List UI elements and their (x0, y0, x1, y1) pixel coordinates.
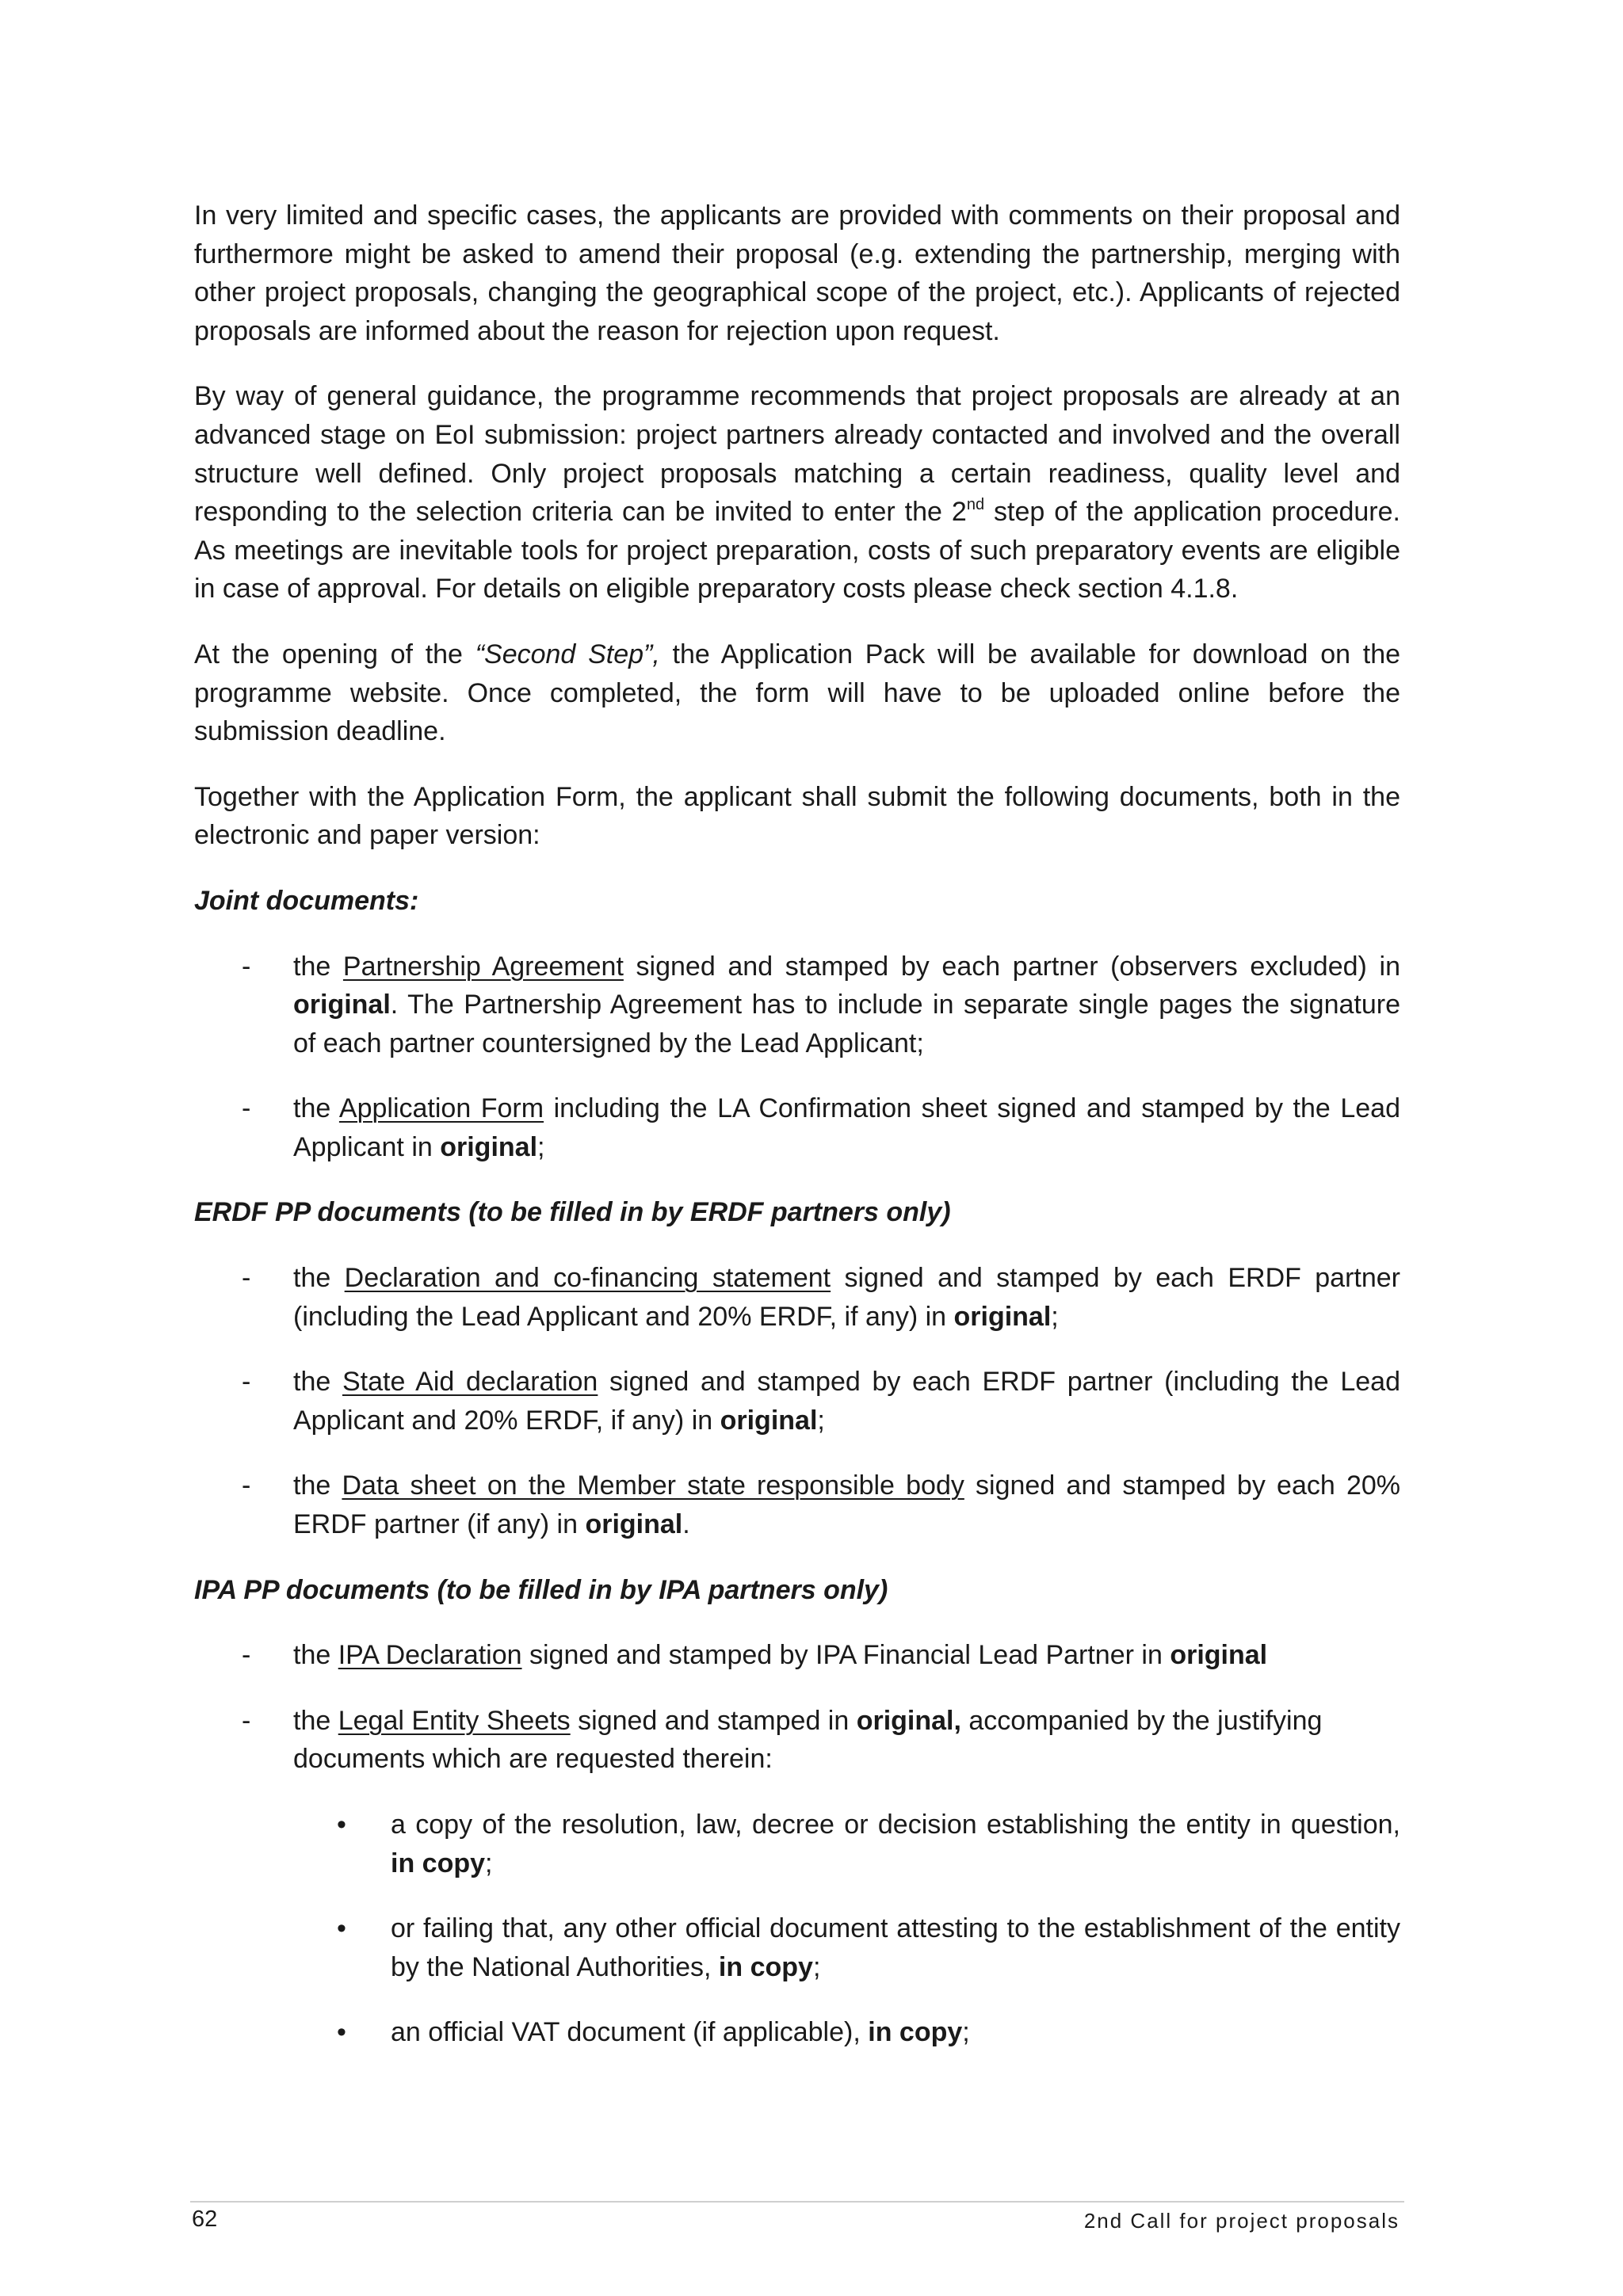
item-emphasis: original (440, 1131, 538, 1162)
list-item-legal-entity-sheets (194, 1702, 1400, 1779)
footer-document-title: 2nd Call for project proposals (1083, 2209, 1400, 2233)
item-text: the (293, 1367, 342, 1398)
sub-item-vat-document (194, 2013, 1400, 2052)
guidance-text-a: By way of general guidance, the programme recommends that project proposals are already at an advanced stage on EoI submission: project partners already contacted and involved and the overall structure well defined. Only project proposals matching a certain readiness, quality level and responding to the selection criteria can be invited to enter the 2 (194, 381, 1400, 528)
item-text: including the LA Confirmation sheet signed and stamped by the Lead Applicant in (293, 1093, 1400, 1162)
dash-marker: - (242, 1263, 251, 1294)
ordinal-suffix: nd (966, 496, 985, 514)
paragraph-comments: In very limited and specific cases, the applicants are provided with comments on their proposal and furthermore might be asked to amend their proposal (e.g. extending the partnership, merging with other project proposals, changing the geographical scope of the project, etc.). Applicants of rejected proposals are informed about the reason for rejection upon request. (194, 200, 1400, 346)
item-text: the (293, 1705, 338, 1736)
dash-marker: - (242, 1093, 251, 1124)
item-text: an official VAT document (if applicable), (391, 2017, 869, 2048)
second-step-text-a: At the opening of the (194, 639, 475, 669)
item-text: the (293, 1093, 339, 1124)
item-text: accompanied by the justifying documents which are requested therein: (293, 1705, 1323, 1775)
document-link-declaration-cofinancing: Declaration and co-financing statement (344, 1263, 831, 1294)
dash-marker: - (242, 1470, 251, 1501)
sub-item-official-document (194, 1909, 1400, 1986)
bullet-marker: • (337, 1810, 346, 1840)
item-text: the (293, 1640, 338, 1671)
item-text: ; (537, 1131, 545, 1162)
item-text: . (682, 1509, 690, 1540)
paragraph-second-step (194, 635, 1400, 751)
list-item-partnership-agreement (194, 948, 1400, 1063)
document-link-state-aid-declaration: State Aid declaration (342, 1367, 598, 1398)
guidance-text-b: step of the application procedure. As meetings are inevitable tools for project preparation, costs of such preparatory events are eligible in case of approval. For details on eligible preparatory costs please check section 4.1.8. (194, 497, 1400, 605)
dash-marker: - (242, 951, 251, 982)
paragraph-documents-intro: Together with the Application Form, the applicant shall submit the following documents, both in the electronic and paper version: (194, 781, 1400, 851)
bullet-marker: • (337, 2017, 346, 2048)
bullet-marker: • (337, 1913, 346, 1944)
item-text: ; (485, 1848, 493, 1878)
item-text: ; (817, 1405, 825, 1436)
list-item-application-form (194, 1089, 1400, 1166)
heading-ipa-documents: IPA PP documents (to be filled in by IPA partners only) (194, 1574, 888, 1605)
item-text: signed and stamped by each ERDF partner (including the Lead Applicant and 20% ERDF, if any) in (293, 1263, 1401, 1332)
dash-marker: - (242, 1705, 251, 1736)
document-link-data-sheet: Data sheet on the Member state responsible body (342, 1470, 964, 1501)
paragraph-general-guidance (194, 377, 1400, 608)
item-text: or failing that, any other official document attesting to the establishment of the entity by the National Authorities, (391, 1913, 1400, 1982)
item-emphasis: in copy (718, 1951, 813, 1982)
heading-joint-documents: Joint documents: (194, 885, 419, 916)
item-text: the (293, 1263, 345, 1294)
item-text: signed and stamped by each ERDF partner (including the Lead Applicant and 20% ERDF, if any) in (293, 1367, 1400, 1436)
dash-marker: - (242, 1640, 251, 1671)
list-item-ipa-declaration (194, 1636, 1400, 1675)
item-emphasis: original (1170, 1640, 1268, 1671)
item-text: the (293, 951, 343, 982)
dash-marker: - (242, 1367, 251, 1398)
item-emphasis: original, (856, 1705, 961, 1736)
second-step-text-b: the Application Pack will be available for download on the programme website. Once completed, the form will have to be uploaded online before the submission deadline. (194, 639, 1401, 747)
list-item-data-sheet (194, 1466, 1400, 1543)
item-text: . The Partnership Agreement has to include in separate single pages the signature of each partner countersigned by the Lead Applicant; (293, 990, 1400, 1058)
document-link-partnership-agreement: Partnership Agreement (342, 951, 624, 982)
item-emphasis: original (585, 1509, 683, 1540)
document-page (194, 196, 1400, 2079)
item-emphasis: in copy (868, 2017, 963, 2048)
item-text: signed and stamped by IPA Financial Lead Partner in (521, 1640, 1170, 1671)
item-text: signed and stamped by each partner (observers excluded) in (623, 951, 1400, 982)
item-emphasis: in copy (391, 1848, 486, 1878)
list-item-declaration-cofinancing (194, 1259, 1400, 1336)
document-link-application-form: Application Form (338, 1093, 544, 1124)
sub-item-resolution-copy (194, 1806, 1400, 1882)
footer-divider (190, 2201, 1404, 2203)
footer-page-number: 62 (192, 2206, 218, 2232)
list-item-state-aid-declaration (194, 1363, 1400, 1440)
item-text: ; (812, 1951, 821, 1982)
item-text: the (293, 1470, 342, 1501)
item-text: ; (1051, 1301, 1059, 1332)
document-link-legal-entity-sheets: Legal Entity Sheets (338, 1705, 571, 1736)
item-text: a copy of the resolution, law, decree or decision establishing the entity in question, (391, 1810, 1400, 1840)
item-emphasis: original (293, 990, 391, 1020)
second-step-emphasis: “Second Step”, (475, 639, 660, 669)
item-text: ; (962, 2017, 970, 2048)
heading-erdf-documents: ERDF PP documents (to be filled in by ERDF partners only) (194, 1197, 951, 1228)
item-text: signed and stamped by each 20% ERDF partner (if any) in (293, 1470, 1400, 1540)
item-emphasis: original (953, 1301, 1052, 1332)
document-link-ipa-declaration: IPA Declaration (338, 1640, 522, 1671)
item-emphasis: original (720, 1405, 818, 1436)
item-text: signed and stamped in (570, 1705, 857, 1736)
